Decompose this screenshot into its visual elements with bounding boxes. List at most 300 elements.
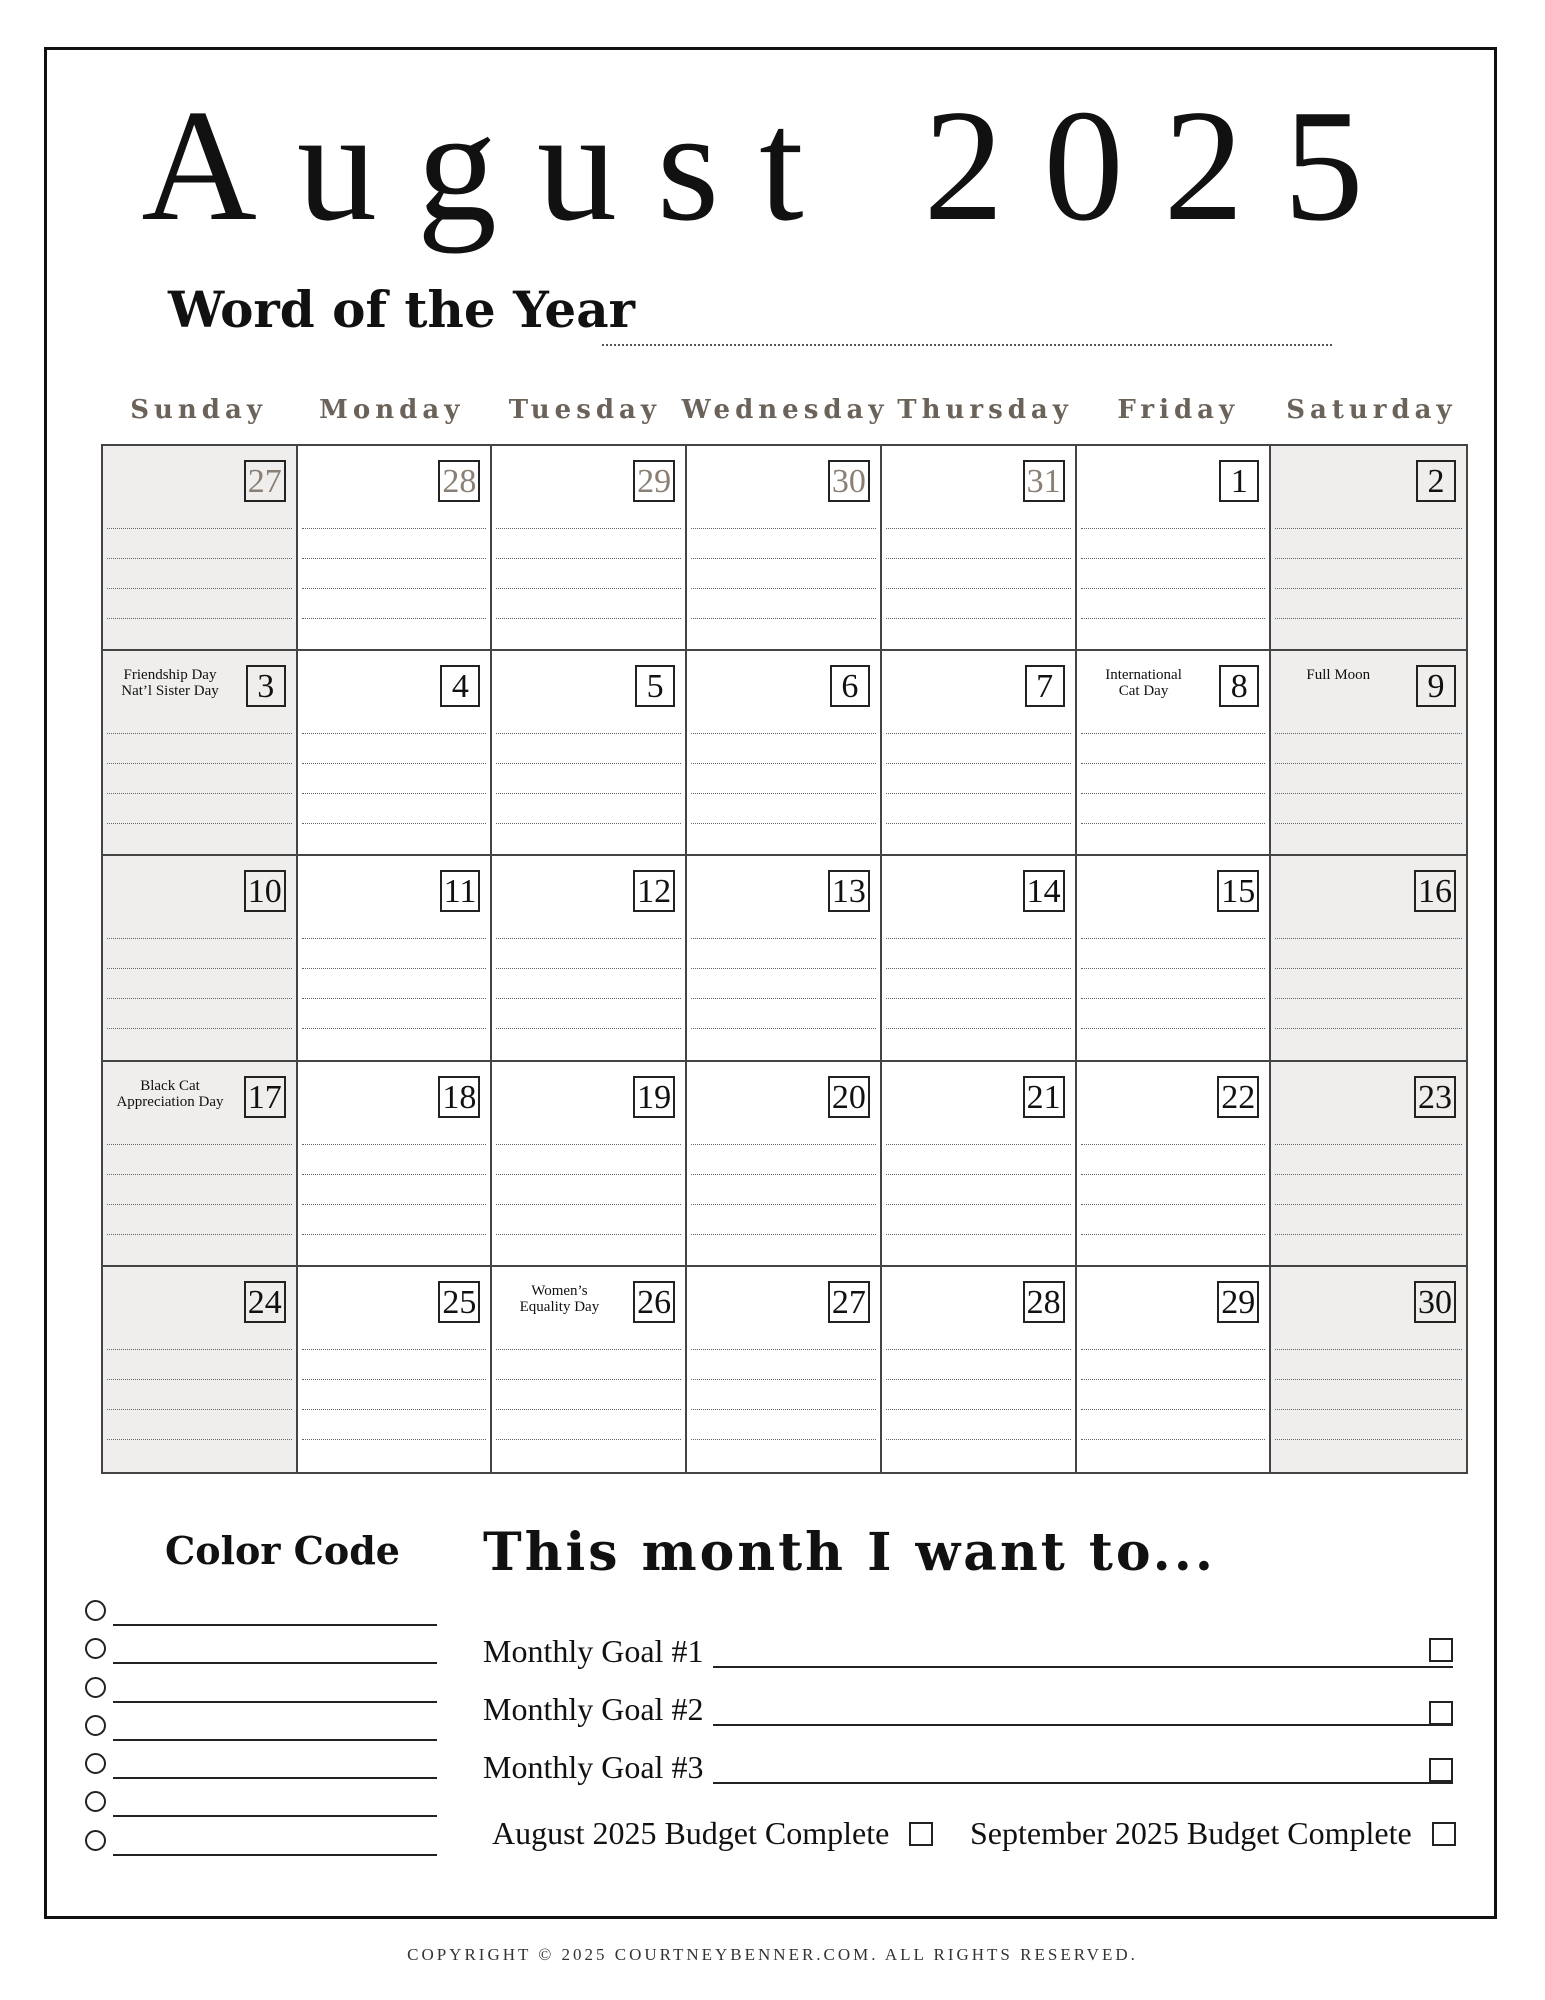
day-cell[interactable] (298, 651, 493, 856)
day-event-note: Full Moon (1306, 667, 1371, 684)
day-cell[interactable] (103, 651, 298, 856)
writing-line[interactable] (302, 1028, 487, 1058)
day-number: 31 (1023, 460, 1065, 502)
day-cell[interactable] (103, 446, 298, 651)
day-number: 26 (633, 1281, 675, 1323)
day-cell[interactable] (1077, 1267, 1272, 1472)
writing-lines[interactable] (1275, 1349, 1462, 1469)
writing-line[interactable] (302, 1234, 487, 1264)
budget-september[interactable] (970, 1815, 1456, 1852)
writing-line[interactable] (691, 793, 876, 823)
day-cell[interactable] (298, 1062, 493, 1267)
writing-lines[interactable] (496, 1144, 681, 1264)
writing-lines[interactable] (886, 1349, 1071, 1469)
writing-line[interactable] (302, 1204, 487, 1234)
day-number: 19 (633, 1076, 675, 1118)
writing-line[interactable] (496, 1028, 681, 1058)
day-number: 24 (244, 1281, 286, 1323)
writing-line[interactable] (1081, 558, 1266, 588)
writing-line[interactable] (1081, 938, 1266, 968)
day-number: 25 (438, 1281, 480, 1323)
writing-line[interactable] (302, 823, 487, 853)
day-number: 3 (246, 665, 286, 707)
writing-line[interactable] (107, 823, 292, 853)
writing-line[interactable] (886, 763, 1071, 793)
writing-lines[interactable] (1275, 733, 1462, 853)
writing-lines[interactable] (691, 938, 876, 1058)
color-code-list (85, 1598, 437, 1866)
writing-line[interactable] (107, 1174, 292, 1204)
color-code-title: Color Code (165, 1528, 400, 1573)
goal-checkbox[interactable] (1429, 1758, 1453, 1782)
goal-row-1[interactable] (483, 1628, 1453, 1672)
writing-lines[interactable] (107, 1349, 292, 1469)
writing-line[interactable] (691, 938, 876, 968)
writing-line[interactable] (886, 733, 1071, 763)
writing-line[interactable] (691, 823, 876, 853)
writing-line[interactable] (496, 1144, 681, 1174)
writing-line[interactable] (886, 1234, 1071, 1264)
writing-line[interactable] (302, 558, 487, 588)
writing-line[interactable] (886, 1204, 1071, 1234)
weekday-label: Saturday (1286, 395, 1457, 425)
color-code-line[interactable] (113, 1739, 437, 1741)
writing-line[interactable] (1081, 1204, 1266, 1234)
writing-line[interactable] (1275, 938, 1462, 968)
day-number: 22 (1217, 1076, 1259, 1118)
writing-lines[interactable] (1275, 1144, 1462, 1264)
month-goals-title: This month I want to... (483, 1522, 1216, 1583)
writing-line[interactable] (107, 1028, 292, 1058)
day-cell[interactable] (492, 856, 687, 1061)
writing-line[interactable] (107, 528, 292, 558)
writing-lines[interactable] (886, 733, 1071, 853)
writing-lines[interactable] (1081, 733, 1266, 853)
writing-line[interactable] (1275, 1234, 1462, 1264)
writing-line[interactable] (691, 1439, 876, 1469)
writing-line[interactable] (107, 1439, 292, 1469)
writing-line[interactable] (107, 938, 292, 968)
writing-lines[interactable] (691, 733, 876, 853)
writing-line[interactable] (886, 1409, 1071, 1439)
writing-line[interactable] (302, 938, 487, 968)
writing-line[interactable] (886, 588, 1071, 618)
color-circle-icon[interactable] (85, 1791, 106, 1812)
writing-lines[interactable] (1275, 938, 1462, 1058)
budget-august-checkbox[interactable] (909, 1822, 933, 1846)
writing-line[interactable] (302, 618, 487, 648)
writing-line[interactable] (302, 1379, 487, 1409)
day-number: 27 (244, 460, 286, 502)
writing-lines[interactable] (691, 528, 876, 648)
goal-label: Monthly Goal #3 (483, 1749, 707, 1786)
writing-line[interactable] (1081, 1409, 1266, 1439)
day-cell[interactable] (298, 1267, 493, 1472)
color-code-row[interactable] (85, 1713, 437, 1751)
writing-line[interactable] (107, 1379, 292, 1409)
writing-line[interactable] (302, 1144, 487, 1174)
day-number: 29 (633, 460, 675, 502)
writing-line[interactable] (1275, 998, 1462, 1028)
writing-line[interactable] (1275, 733, 1462, 763)
writing-line[interactable] (691, 1204, 876, 1234)
day-number: 23 (1414, 1076, 1456, 1118)
writing-line[interactable] (107, 1409, 292, 1439)
writing-lines[interactable] (302, 528, 487, 648)
writing-line[interactable] (1081, 823, 1266, 853)
color-circle-icon[interactable] (85, 1600, 106, 1621)
weekday-header (102, 395, 1468, 431)
writing-line[interactable] (1275, 1204, 1462, 1234)
writing-line[interactable] (496, 763, 681, 793)
day-cell[interactable] (1271, 1267, 1466, 1472)
writing-line[interactable] (691, 618, 876, 648)
writing-line[interactable] (1275, 1174, 1462, 1204)
writing-line[interactable] (1275, 1379, 1462, 1409)
writing-lines[interactable] (107, 733, 292, 853)
day-number: 2 (1416, 460, 1456, 502)
writing-line[interactable] (107, 1204, 292, 1234)
writing-line[interactable] (691, 1349, 876, 1379)
writing-line[interactable] (1275, 793, 1462, 823)
day-cell[interactable] (492, 1267, 687, 1472)
writing-line[interactable] (496, 618, 681, 648)
day-number: 12 (633, 870, 675, 912)
writing-line[interactable] (1275, 823, 1462, 853)
writing-line[interactable] (886, 528, 1071, 558)
day-cell[interactable] (687, 651, 882, 856)
writing-line[interactable] (107, 588, 292, 618)
day-cell[interactable] (687, 446, 882, 651)
copyright-footer: COPYRIGHT © 2025 COURTNEYBENNER.COM. ALL RIGHTS RESERVED. (407, 1945, 1138, 1964)
day-number: 20 (828, 1076, 870, 1118)
goal-line[interactable] (713, 1724, 1453, 1726)
day-cell[interactable] (1077, 856, 1272, 1061)
writing-line[interactable] (302, 733, 487, 763)
day-cell[interactable] (1077, 1062, 1272, 1267)
day-number: 29 (1217, 1281, 1259, 1323)
writing-line[interactable] (302, 1409, 487, 1439)
day-number: 5 (635, 665, 675, 707)
writing-line[interactable] (107, 793, 292, 823)
writing-line[interactable] (302, 998, 487, 1028)
day-cell[interactable] (882, 651, 1077, 856)
color-circle-icon[interactable] (85, 1677, 106, 1698)
day-cell[interactable] (1271, 1062, 1466, 1267)
day-cell[interactable] (103, 1267, 298, 1472)
word-of-year-label: Word of the Year (168, 280, 635, 339)
goal-label: Monthly Goal #2 (483, 1691, 707, 1728)
writing-line[interactable] (886, 793, 1071, 823)
day-cell[interactable] (1271, 651, 1466, 856)
color-code-line[interactable] (113, 1701, 437, 1703)
writing-line[interactable] (886, 618, 1071, 648)
day-number: 30 (828, 460, 870, 502)
writing-lines[interactable] (886, 938, 1071, 1058)
writing-line[interactable] (302, 1349, 487, 1379)
day-cell[interactable] (492, 651, 687, 856)
day-event-note: Black Cat Appreciation Day (116, 1077, 224, 1110)
color-code-line[interactable] (113, 1662, 437, 1664)
writing-line[interactable] (107, 763, 292, 793)
writing-line[interactable] (1081, 618, 1266, 648)
day-event-note: Women’s Equality Day (519, 1282, 600, 1315)
budget-september-label: September 2025 Budget Complete (970, 1815, 1412, 1851)
writing-line[interactable] (691, 1174, 876, 1204)
writing-line[interactable] (302, 968, 487, 998)
writing-line[interactable] (496, 1379, 681, 1409)
writing-lines[interactable] (302, 1349, 487, 1469)
day-cell[interactable] (1077, 446, 1272, 651)
day-number: 10 (244, 870, 286, 912)
writing-lines[interactable] (886, 528, 1071, 648)
day-number: 11 (440, 870, 481, 912)
writing-line[interactable] (496, 1174, 681, 1204)
writing-line[interactable] (691, 1028, 876, 1058)
writing-line[interactable] (1081, 1379, 1266, 1409)
day-event-note: Friendship Day Nat’l Sister Day (121, 667, 219, 700)
color-code-line[interactable] (113, 1777, 437, 1779)
writing-line[interactable] (496, 1439, 681, 1469)
writing-lines[interactable] (107, 938, 292, 1058)
day-cell[interactable] (882, 856, 1077, 1061)
weekday-label: Sunday (130, 395, 267, 425)
day-number: 27 (828, 1281, 870, 1323)
day-cell[interactable] (882, 446, 1077, 651)
writing-line[interactable] (496, 968, 681, 998)
writing-line[interactable] (496, 588, 681, 618)
writing-line[interactable] (107, 968, 292, 998)
day-number: 1 (1219, 460, 1259, 502)
writing-line[interactable] (1275, 558, 1462, 588)
writing-line[interactable] (496, 1204, 681, 1234)
day-number: 13 (828, 870, 870, 912)
writing-line[interactable] (1081, 1144, 1266, 1174)
weekday-label: Monday (319, 395, 465, 425)
writing-lines[interactable] (1081, 1349, 1266, 1469)
writing-line[interactable] (1275, 588, 1462, 618)
day-number: 18 (438, 1076, 480, 1118)
writing-line[interactable] (1275, 1028, 1462, 1058)
writing-line[interactable] (496, 998, 681, 1028)
day-cell[interactable] (103, 856, 298, 1061)
writing-line[interactable] (1275, 968, 1462, 998)
writing-line[interactable] (691, 763, 876, 793)
word-of-year-field[interactable] (602, 344, 1332, 346)
day-cell[interactable] (687, 1267, 882, 1472)
weekday-label: Tuesday (508, 395, 661, 425)
writing-line[interactable] (1081, 998, 1266, 1028)
writing-lines[interactable] (496, 528, 681, 648)
goal-label: Monthly Goal #1 (483, 1633, 707, 1670)
writing-lines[interactable] (302, 938, 487, 1058)
writing-lines[interactable] (107, 528, 292, 648)
writing-line[interactable] (1275, 763, 1462, 793)
writing-line[interactable] (496, 793, 681, 823)
writing-lines[interactable] (1081, 938, 1266, 1058)
day-number: 16 (1414, 870, 1456, 912)
writing-line[interactable] (1081, 1234, 1266, 1264)
writing-line[interactable] (107, 1349, 292, 1379)
writing-line[interactable] (496, 1349, 681, 1379)
writing-line[interactable] (302, 763, 487, 793)
writing-line[interactable] (691, 1144, 876, 1174)
writing-line[interactable] (691, 588, 876, 618)
writing-line[interactable] (107, 1144, 292, 1174)
writing-line[interactable] (1081, 1349, 1266, 1379)
writing-line[interactable] (886, 968, 1071, 998)
writing-lines[interactable] (886, 1144, 1071, 1264)
writing-line[interactable] (107, 1234, 292, 1264)
writing-line[interactable] (1081, 968, 1266, 998)
writing-lines[interactable] (1275, 528, 1462, 648)
color-code-line[interactable] (113, 1815, 437, 1817)
writing-line[interactable] (1081, 528, 1266, 558)
day-number: 17 (244, 1076, 286, 1118)
goal-checkbox[interactable] (1429, 1638, 1453, 1662)
writing-line[interactable] (886, 1349, 1071, 1379)
day-cell[interactable] (103, 1062, 298, 1267)
day-cell[interactable] (1271, 856, 1466, 1061)
writing-line[interactable] (886, 1174, 1071, 1204)
writing-line[interactable] (496, 528, 681, 558)
writing-line[interactable] (1275, 618, 1462, 648)
writing-line[interactable] (107, 618, 292, 648)
day-cell[interactable] (298, 856, 493, 1061)
day-cell[interactable] (492, 1062, 687, 1267)
writing-line[interactable] (1081, 733, 1266, 763)
writing-line[interactable] (886, 938, 1071, 968)
day-number: 21 (1023, 1076, 1065, 1118)
writing-line[interactable] (1081, 1028, 1266, 1058)
writing-line[interactable] (1081, 763, 1266, 793)
writing-line[interactable] (496, 1234, 681, 1264)
day-cell[interactable] (298, 446, 493, 651)
day-number: 6 (830, 665, 870, 707)
budget-august-label: August 2025 Budget Complete (492, 1815, 890, 1851)
day-cell[interactable] (1077, 651, 1272, 856)
writing-line[interactable] (691, 528, 876, 558)
writing-line[interactable] (302, 1439, 487, 1469)
day-number: 8 (1219, 665, 1259, 707)
day-number: 14 (1023, 870, 1065, 912)
writing-line[interactable] (886, 1028, 1071, 1058)
day-cell[interactable] (1271, 446, 1466, 651)
day-event-note: International Cat Day (1105, 667, 1182, 700)
day-cell[interactable] (882, 1062, 1077, 1267)
goal-line[interactable] (713, 1666, 1453, 1668)
color-circle-icon[interactable] (85, 1638, 106, 1659)
writing-lines[interactable] (302, 733, 487, 853)
writing-line[interactable] (886, 998, 1071, 1028)
writing-lines[interactable] (1081, 528, 1266, 648)
writing-line[interactable] (886, 558, 1071, 588)
goal-line[interactable] (713, 1782, 1453, 1784)
writing-line[interactable] (691, 998, 876, 1028)
writing-line[interactable] (691, 558, 876, 588)
color-code-row[interactable] (85, 1789, 437, 1827)
writing-line[interactable] (496, 733, 681, 763)
writing-line[interactable] (691, 1379, 876, 1409)
budget-august[interactable] (492, 1815, 933, 1852)
weekday-label: Wednesday (681, 395, 889, 425)
writing-lines[interactable] (302, 1144, 487, 1264)
writing-line[interactable] (496, 1409, 681, 1439)
writing-lines[interactable] (496, 938, 681, 1058)
color-code-row[interactable] (85, 1598, 437, 1636)
writing-lines[interactable] (1081, 1144, 1266, 1264)
color-code-row[interactable] (85, 1675, 437, 1713)
day-cell[interactable] (687, 1062, 882, 1267)
budget-september-checkbox[interactable] (1432, 1822, 1456, 1846)
writing-lines[interactable] (496, 1349, 681, 1469)
calendar-grid (101, 444, 1468, 1474)
day-number: 28 (1023, 1281, 1065, 1323)
writing-line[interactable] (691, 968, 876, 998)
writing-lines[interactable] (691, 1144, 876, 1264)
goal-row-2[interactable] (483, 1686, 1453, 1730)
page-title: August 2025 (141, 76, 1404, 254)
writing-line[interactable] (496, 938, 681, 968)
writing-line[interactable] (1275, 528, 1462, 558)
writing-line[interactable] (1275, 1439, 1462, 1469)
writing-line[interactable] (1081, 1174, 1266, 1204)
writing-line[interactable] (886, 823, 1071, 853)
color-circle-icon[interactable] (85, 1715, 106, 1736)
writing-lines[interactable] (691, 1349, 876, 1469)
writing-line[interactable] (302, 1174, 487, 1204)
writing-line[interactable] (107, 558, 292, 588)
color-code-row[interactable] (85, 1636, 437, 1674)
writing-line[interactable] (496, 823, 681, 853)
writing-line[interactable] (1081, 588, 1266, 618)
writing-line[interactable] (107, 733, 292, 763)
goal-checkbox[interactable] (1429, 1701, 1453, 1725)
writing-line[interactable] (691, 1234, 876, 1264)
day-number: 9 (1416, 665, 1456, 707)
writing-lines[interactable] (496, 733, 681, 853)
weekday-label: Thursday (897, 395, 1073, 425)
writing-line[interactable] (1081, 793, 1266, 823)
writing-line[interactable] (496, 558, 681, 588)
writing-line[interactable] (107, 998, 292, 1028)
writing-line[interactable] (691, 733, 876, 763)
writing-line[interactable] (886, 1379, 1071, 1409)
writing-line[interactable] (1275, 1144, 1462, 1174)
color-circle-icon[interactable] (85, 1830, 106, 1851)
writing-line[interactable] (302, 588, 487, 618)
writing-line[interactable] (886, 1144, 1071, 1174)
writing-line[interactable] (886, 1439, 1071, 1469)
color-code-row[interactable] (85, 1828, 437, 1866)
writing-line[interactable] (302, 793, 487, 823)
writing-line[interactable] (1275, 1409, 1462, 1439)
color-code-row[interactable] (85, 1751, 437, 1789)
writing-lines[interactable] (107, 1144, 292, 1264)
color-code-line[interactable] (113, 1854, 437, 1856)
day-cell[interactable] (882, 1267, 1077, 1472)
writing-line[interactable] (691, 1409, 876, 1439)
day-cell[interactable] (492, 446, 687, 651)
color-circle-icon[interactable] (85, 1753, 106, 1774)
day-cell[interactable] (687, 856, 882, 1061)
writing-line[interactable] (1081, 1439, 1266, 1469)
goal-row-3[interactable] (483, 1744, 1453, 1788)
writing-line[interactable] (1275, 1349, 1462, 1379)
writing-line[interactable] (302, 528, 487, 558)
color-code-line[interactable] (113, 1624, 437, 1626)
weekday-label: Friday (1117, 395, 1240, 425)
